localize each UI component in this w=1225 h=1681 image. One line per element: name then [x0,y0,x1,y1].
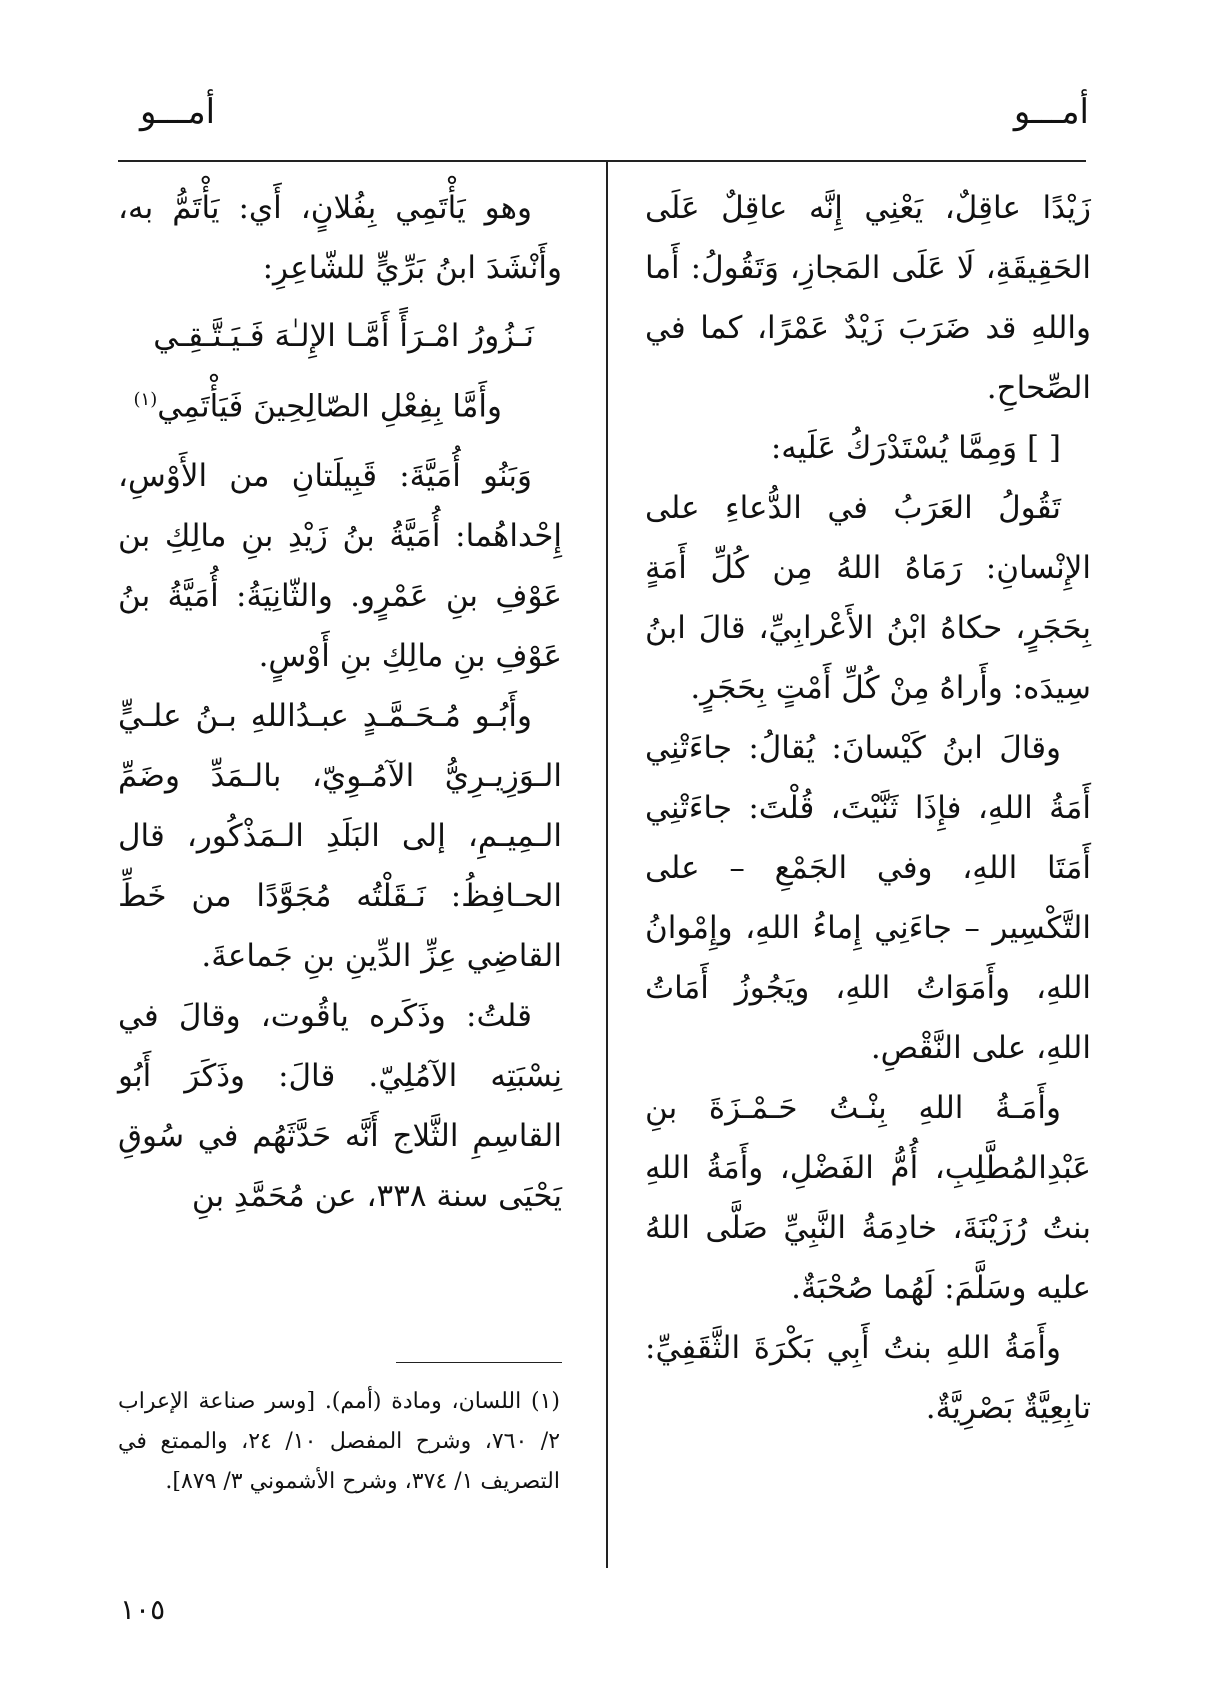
paragraph: تَقُولُ العَرَبُ في الدُّعاءِ على الإِنْسانِ: رَمَاهُ اللهُ مِن كُلِّ أَمَةٍ بِحَجَرٍ، حكاهُ ابْنُ الأَعْرابِيِّ، قالَ ابنُ سِيدَه: وأَراهُ مِنْ كُلِّ أَمْتٍ بِحَجَرٍ. [645,490,1091,706]
page-number: ١٠٥ [120,1593,166,1626]
header-rule [118,160,1086,162]
column-divider [606,160,608,1568]
footnote-marker: (١) [133,389,158,410]
paragraph: وَبَنُو أُمَيَّةَ: قَبِيلَتانِ من الأَوْسِ، إِحْداهُما: أُمَيَّةُ بنُ زَيْدِ بنِ مالِكِ بن عَوْفِ بنِ عَمْرٍو. والثّانِيَةُ: أُمَيَّةُ بنُ عَوْفِ بنِ مالِكِ بنِ أَوْسٍ. [118,458,562,675]
paragraph: [ ] وَمِمَّا يُسْتَدْرَكُ عَلَيه: [770,430,1061,466]
paragraph: وقالَ ابنُ كَيْسانَ: يُقالُ: جاءَتْنِي أَمَةُ اللهِ، فإِذَا ثَنَّيْتَ، قُلْتَ: جاءَتْنِي أَمَتَا اللهِ، وفي الجَمْعِ – على التَّكْسِير – جاءَنِي إِماءُ اللهِ، وإِمْوانُ اللهِ، وأَمَوَاتُ اللهِ، ويَجُوزُ أَمَاتُ اللهِ، على النَّقْصِ. [645,730,1091,1066]
running-header-right: أمـــو [1013,92,1089,132]
paragraph: وأَمَـةُ اللهِ بِنْـتُ حَـمْـزَةَ بنِ عَبْدِالمُطَّلِبِ، أُمُّ الفَضْلِ، وأَمَةُ اللهِ بنتُ رُزَيْنَةَ، خادِمَةُ النَّبِيِّ صَلَّى اللهُ عليه وسَلَّمَ: لَهُما صُحْبَةٌ. [645,1090,1091,1306]
paragraph: وأَمَةُ اللهِ بنتُ أَبِي بَكْرَةَ الثَّقَفِيِّ: تابِعِيَّةٌ بَصْرِيَّةٌ. [645,1330,1091,1426]
footnote: (١) اللسان، ومادة (أمم). [وسر صناعة الإعراب ٢/ ٧٦٠، وشرح المفصل ١٠/ ٢٤، والممتع في التصريف ١/ ٣٧٤، وشرح الأشموني ٣/ ٨٧٩]. [118,1389,561,1494]
paragraph: قلتُ: وذَكَره ياقُوت، وقالَ في نِسْبَتِه الآمُلِيّ. قالَ: وذَكَرَ أَبُو القاسِمِ الثَّلاج أَنَّه حَدَّثَهُم في سُوقِ يَحْيَى سنة ٣٣٨، عن مُحَمَّدِ بنِ [118,998,562,1215]
verse-line: نَـزُورُ امْـرَأً أَمَّـا الإِلـٰهَ فَـيَـتَّـقِـي [153,318,534,354]
poem-verse [118,304,562,438]
left-column [118,178,562,1226]
footnote-rule [396,1362,562,1363]
paragraph: وهو يَأْتَمِي بِفُلانٍ، أَي: يَأْتَمُّ به، وأَنْشَدَ ابنُ بَرِّيٍّ للشّاعِرِ: [118,190,562,286]
running-header-left: أمـــو [140,92,216,132]
paragraph: وأَبُـو مُـحَـمَّـدٍ عبـدُاللهِ بـنُ علـيٍّ الـوَزِيـرِيُّ الآمُـوِيّ، بالـمَدِّ وضَمِّ الـمِيـمِ، إلى البَلَدِ الـمَذْكُور، قال الحـافِظُ: نَـقَلْتُه مُجَوَّدًا من خَطِّ القاضِي عِزِّ الدِّينِ بنِ جَماعةَ. [118,698,562,975]
right-column [645,178,1091,1438]
paragraph: زَيْدًا عاقِلٌ، يَعْنِي إِنَّه عاقِلٌ عَلَى الحَقِيقَةِ، لَا عَلَى المَجازِ، وَتَقُولُ: أَما واللهِ قد ضَرَبَ زَيْدٌ عَمْرًا، كما في الصِّحاحِ. [645,190,1091,406]
verse-line [118,368,562,438]
verse-line-text: وأَمَّا بِفِعْلِ الصّالِحِينَ فَيَأْتَمِي [157,388,502,425]
